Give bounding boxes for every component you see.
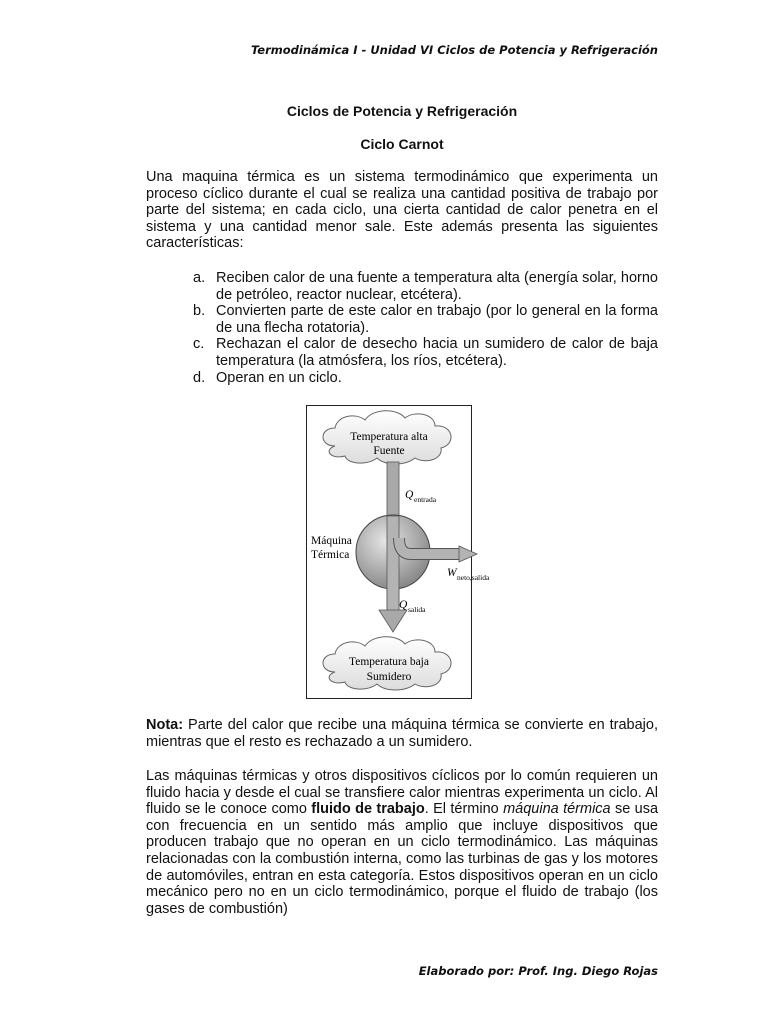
list-marker: c. [193,336,205,353]
page-footer: Elaborado por: Prof. Ing. Diego Rojas [418,964,658,978]
list-item-text: Convierten parte de este calor en trabajo (por lo general en la forma de una flecha rotatoria). [216,303,658,336]
work-arrow-icon [459,546,477,562]
list-item-text: Reciben calor de una fuente a temperatura alta (energía solar, horno de petróleo, reactor nuclear, etcétera). [216,270,658,303]
bottom-cloud-line1: Temperatura baja [349,656,429,668]
working-fluid-term: fluido de trabajo [311,801,425,818]
top-cloud-line1: Temperatura alta [350,431,428,443]
list-item-text: Rechazan el calor de desecho hacia un sumidero de calor de baja temperatura (la atmósfera, los ríos, etcétera). [216,336,658,369]
list-item [146,370,658,387]
paragraph-text: Las máquinas térmicas y otros dispositivos cíclicos por lo común requieren un fluido hacia y desde el cual se transfiere calor mientras experimenta un ciclo. Al fluido se le conoce como [146,768,658,818]
section-title: Ciclo Carnot [360,136,444,152]
list-item [146,336,658,369]
heat-engine-diagram [307,406,490,698]
q-out-subscript: salida [408,605,426,614]
heat-engine-figure [306,405,490,699]
heat-engine-term: máquina térmica [503,801,611,818]
engine-label-line1: Máquina [311,535,352,547]
top-cloud-line2: Fuente [373,445,405,457]
list-item [146,270,658,303]
bottom-cloud-line2: Sumidero [366,671,412,683]
page-header: Termodinámica I - Unidad VI Ciclos de Potencia y Refrigeración [250,43,658,57]
list-item [146,303,658,336]
q-in-subscript: entrada [414,495,437,504]
document-title: Ciclos de Potencia y Refrigeración [286,103,518,119]
list-marker: a. [193,270,206,286]
note-label: Nota: [146,717,184,733]
w-symbol: W [447,567,457,579]
heat-rejection-arrow-icon [379,610,407,632]
working-fluid-paragraph [146,768,658,917]
paragraph-text: . El término [424,801,504,818]
w-subscript: neto,salida [457,573,490,582]
list-item-text: Operan en un ciclo. [216,369,342,386]
characteristics-list [146,270,658,386]
q-out-symbol: Q [399,599,408,611]
q-in-symbol: Q [405,489,414,501]
engine-label-line2: Térmica [311,549,350,561]
note-paragraph [146,717,658,750]
paragraph-text: se usa con frecuencia en un sentido más amplio que incluye dispositivos que producen trabajo que no operan en un ciclo termodinámico. Las máquinas relacionadas con la combustión interna, como las turbinas de gas y los motores de automóviles, entran en esta categoría. Estos dispositivos operan en un ciclo mecánico pero no en un ciclo termodinámico, porque el fluido de trabajo (los gases de combustión) [146,801,659,917]
intro-paragraph: Una maquina térmica es un sistema termodinámico que experimenta un proceso cíclico durante el cual se realiza una cantidad positiva de trabajo por parte del sistema; en cada ciclo, una cierta cantidad de calor penetra en el sistema y una cantidad menor sale. Este además presenta las siguientes características: [146,169,658,252]
list-marker: b. [193,303,206,320]
list-marker: d. [193,369,206,386]
note-text: Parte del calor que recibe una máquina térmica se convierte en trabajo, mientras que el resto es rechazado a un sumidero. [146,717,658,750]
